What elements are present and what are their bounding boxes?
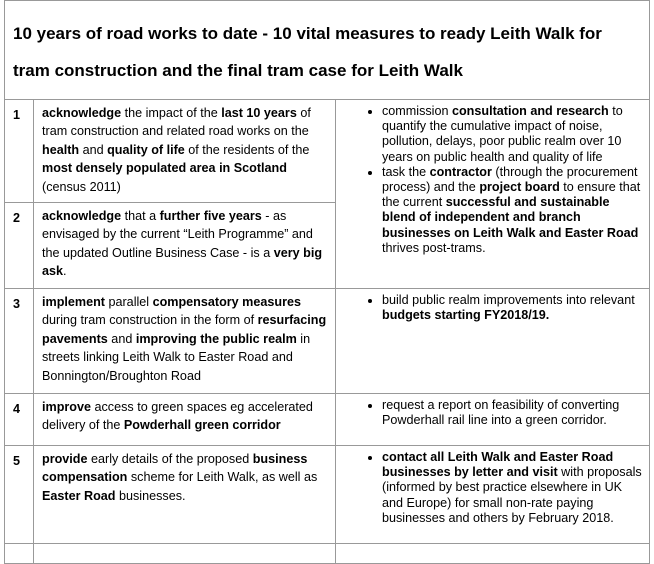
body-text: thrives post-trams. — [382, 240, 486, 255]
emphasis-text: resurfacing pavements — [42, 313, 327, 346]
action-cell — [336, 394, 650, 446]
action-list — [344, 293, 643, 323]
measure-description — [34, 289, 336, 394]
emphasis-text: contractor — [429, 164, 492, 179]
table-row — [5, 544, 650, 564]
action-item — [382, 398, 643, 428]
body-text: access to green spaces eg accelerated delivery of the — [42, 400, 313, 433]
emphasis-text: Powderhall green corridor — [123, 418, 281, 433]
emphasis-text: compensatory measures — [152, 295, 301, 310]
body-text: parallel — [104, 295, 153, 310]
body-text: with proposals (informed by best practice elsewhere in UK and Europe) for small non-rate paying businesses and others by February 2018. — [382, 465, 642, 525]
table-row — [5, 100, 650, 203]
action-item — [382, 450, 643, 526]
emphasis-text: contact all Leith Walk and Easter Road businesses by letter and visit — [382, 450, 614, 480]
body-text: task the — [382, 164, 430, 179]
body-text: during tram construction in the form of — [42, 313, 258, 328]
table-row — [5, 394, 650, 446]
body-text: - as envisaged by the current “Leith Programme” and the updated Outline Business Case - is a — [42, 209, 313, 260]
emphasis-text: Easter Road — [42, 488, 116, 503]
emphasis-text: acknowledge — [42, 106, 122, 120]
row-number: 2 — [5, 203, 34, 289]
action-cell — [336, 446, 650, 544]
title-line-1: 10 years of road works to date - 10 vital measures to ready Leith Walk for — [13, 24, 602, 43]
action-item — [382, 104, 643, 165]
body-text: and — [107, 331, 136, 346]
row-number — [5, 544, 34, 564]
emphasis-text: further five years — [159, 209, 262, 224]
body-text: that a — [121, 209, 160, 224]
body-text: in streets linking Leith Walk to Easter Road and Bonnington/Broughton Road — [42, 331, 311, 383]
body-text: to quantify the cumulative impact of noise, pollution, delays, poor public realm over 10 years on public health and quality of life — [382, 104, 623, 164]
body-text: of tram construction and related road works on the — [42, 106, 311, 139]
emphasis-text: improve — [42, 400, 91, 415]
body-text: (census 2011) — [42, 179, 121, 194]
table-row — [5, 289, 650, 394]
action-cell — [336, 100, 650, 289]
emphasis-text: acknowledge — [42, 209, 122, 224]
measure-description — [34, 203, 336, 289]
body-text: and — [79, 142, 108, 157]
action-list — [344, 450, 643, 526]
action-item — [382, 293, 643, 323]
measure-description — [34, 394, 336, 446]
emphasis-text: most densely populated area in Scotland — [42, 161, 287, 176]
body-text: . — [63, 264, 67, 279]
body-text: build public realm improvements into relevant — [382, 293, 635, 308]
emphasis-text: quality of life — [107, 142, 185, 157]
row-number: 3 — [5, 289, 34, 394]
emphasis-text: business compensation — [42, 452, 308, 485]
row-number: 1 — [5, 100, 34, 203]
body-text: of the residents of the — [184, 142, 310, 157]
emphasis-text: budgets starting FY2018/19. — [382, 308, 550, 323]
row-number: 4 — [5, 394, 34, 446]
action-list — [344, 104, 643, 256]
measure-description — [34, 100, 336, 203]
action-cell — [336, 289, 650, 394]
table-row — [5, 446, 650, 544]
body-text: request a report on feasibility of converting Powderhall rail line into a green corridor. — [382, 398, 620, 428]
emphasis-text: provide — [42, 452, 88, 467]
action-item — [382, 165, 643, 256]
emphasis-text: successful and sustainable blend of independent and branch businesses on Leith Walk and Easter Road — [382, 195, 639, 240]
emphasis-text: consultation and research — [451, 104, 609, 118]
emphasis-text: last 10 years — [221, 106, 297, 120]
row-number: 5 — [5, 446, 34, 544]
measure-description — [34, 446, 336, 544]
body-text: scheme for Leith Walk, as well as — [127, 470, 318, 485]
body-text: (through the procurement process) and the — [382, 164, 638, 195]
body-text: early details of the proposed — [87, 452, 253, 467]
body-text: to ensure that the current — [382, 180, 641, 210]
measures-table — [4, 99, 650, 564]
document-title — [4, 0, 650, 100]
measure-description — [34, 544, 336, 564]
emphasis-text: health — [42, 142, 80, 157]
title-line-2: tram construction and the final tram case for Leith Walk — [13, 61, 463, 80]
body-text: businesses. — [115, 488, 186, 503]
body-text: commission — [382, 104, 452, 118]
emphasis-text: project board — [479, 180, 560, 195]
action-list — [344, 398, 643, 428]
emphasis-text: very big ask — [42, 245, 323, 279]
emphasis-text: improving the public realm — [135, 331, 297, 346]
emphasis-text: implement — [42, 295, 105, 310]
action-cell — [336, 544, 650, 564]
body-text: the impact of the — [121, 106, 222, 120]
